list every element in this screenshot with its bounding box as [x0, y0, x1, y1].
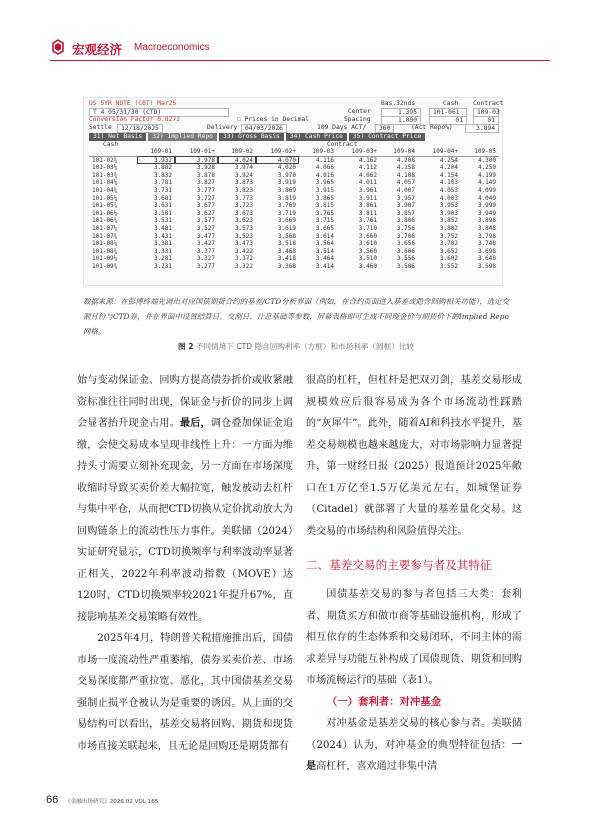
- grid-cell: 3.598: [477, 262, 496, 270]
- grid-cell: 3.953: [439, 202, 458, 210]
- grid-cell: 3.773: [234, 194, 253, 202]
- grid-cell: 3.911: [358, 194, 377, 202]
- grid-cell: 4.011: [358, 179, 377, 187]
- grid-cell: 3.698: [477, 247, 496, 255]
- cash-label: Cash: [443, 100, 459, 107]
- tab-net-basis[interactable]: 31) Net Basis: [89, 133, 146, 141]
- grid-row-label: 101-04¼: [92, 179, 118, 187]
- grid-row: [89, 202, 499, 210]
- paragraph: 始与变动保证金、回购方提高债券折价或收紧融资标准往往同时出现，保证金与折价的同步上调会显著抬升现金占用。最后，调仓叠加保证金追缴，会使交易成本呈现非线性上升：一方面为维持头寸需要立刻补充现金，另一方面在市场深度收缩时导致买卖价差大幅拉宽，触发被动去杠杆与集中平仓，从而把CTD切换从定价扰动放大为回购链条上的流动性压力事件。美联储（2024）实证研究显示，CTD切换频率与利率波动率显著正相关，2022年利率波动指数（MOVE）达120时，CTD切换频率较2021年提升67%，直接影响基差交易策略有效性。: [77, 375, 294, 623]
- grid-cell: 3.781: [153, 179, 173, 187]
- grid-cell: 3.702: [439, 240, 458, 248]
- grid-row: [89, 156, 499, 164]
- paragraph: 2025年4月，特朗普关税措施推出后，国债市场一度流动性严重萎缩，债券买卖价差、市场交易深度都严重拉宽、恶化，其中国债基差交易强制止损平仓被认为是重要的诱因。从上面的交易结构可以看出，基差交易将回购、期货和现货市场直接关联起来，且无论是回购还是期货都有: [77, 633, 293, 752]
- grid-row: [89, 210, 499, 218]
- grid-row: [89, 240, 499, 248]
- grid-cell: 3.614: [315, 232, 334, 240]
- spacing-bas-field[interactable]: 1.000: [381, 116, 421, 125]
- grid-cell: 3.523: [234, 232, 253, 240]
- grid-cell: 3.627: [196, 209, 215, 217]
- terminal-title: US 5YR NOTE (CBT) Mar25: [89, 100, 177, 107]
- grid-cell: 3.873: [234, 179, 253, 187]
- bas-label: Bas.32nds: [381, 100, 416, 107]
- grid-cell: 4.204: [439, 164, 458, 172]
- grid-cell: 4.062: [358, 171, 377, 179]
- grid-cell: 3.848: [477, 224, 496, 232]
- grid-cell: 3.231: [153, 262, 173, 270]
- delivery-label: Delivery: [207, 124, 238, 131]
- subsection-heading: （一）套利者：对冲基金: [326, 695, 442, 708]
- grid-row: [89, 225, 499, 233]
- grid-col-header: 109-01: [137, 148, 175, 156]
- spacing-contract-field[interactable]: 01: [473, 116, 499, 125]
- grid-cell: 3.631: [153, 202, 173, 210]
- grid-cell: 3.878: [196, 171, 215, 179]
- grid-cell: 3.731: [153, 186, 173, 194]
- grid-cell: 4.199: [477, 171, 496, 179]
- grid-row-label: 101-09¾: [92, 262, 118, 270]
- day-basis-select[interactable]: 360: [375, 124, 394, 133]
- section-brand-en: Macroeconomics: [134, 42, 210, 53]
- center-bas-field[interactable]: 1.395: [381, 108, 421, 117]
- grid-cell: 4.024: [218, 156, 256, 164]
- figure-caption: [83, 341, 509, 352]
- grid-cell: 3.681: [153, 194, 173, 202]
- grid-cell: 3.431: [153, 232, 173, 240]
- grid-cell: 3.606: [396, 247, 415, 255]
- grid-col-header: 109-01+: [175, 148, 218, 156]
- grid-cell: 3.460: [358, 262, 377, 270]
- figure-caption-text: 不同情境下 CTD 隐含回购利率（方框）和市场利率（圆框）比较: [195, 342, 414, 351]
- page-header: [50, 38, 550, 62]
- conversion-factor: Conversion Factor 0.8272: [89, 116, 180, 123]
- grid-cell: 4.070: [256, 156, 299, 164]
- grid-cell: 4.053: [439, 186, 458, 194]
- grid-cell: 3.723: [234, 202, 253, 210]
- grid-cell: 3.619: [277, 224, 296, 232]
- grid-cell: 3.882: [153, 164, 173, 172]
- grid-cell: 3.710: [358, 224, 377, 232]
- grid-cell: 3.832: [153, 171, 173, 179]
- grid-cell: 4.162: [358, 156, 377, 164]
- grid-cell: 3.748: [477, 240, 496, 248]
- grid-cell: 3.727: [196, 194, 215, 202]
- grid-cell: 4.099: [477, 186, 496, 194]
- grid-cell: 3.974: [234, 164, 253, 172]
- grid-cell: 3.327: [196, 255, 215, 263]
- grid-cell: 3.978: [175, 156, 218, 164]
- grid-cell: 3.949: [477, 209, 496, 217]
- grid-cell: 4.066: [315, 164, 334, 172]
- grid-row: [89, 217, 499, 225]
- grid-cell: 4.108: [396, 171, 415, 179]
- terminal-tabs: [89, 133, 497, 141]
- grid-row-label: 101-03¼: [92, 164, 118, 172]
- grid-cell: 3.531: [153, 217, 173, 225]
- grid-row: [89, 172, 499, 180]
- grid-cell: 3.377: [196, 247, 215, 255]
- grid-cell: 3.372: [234, 255, 253, 263]
- grid-cell: 3.581: [153, 209, 173, 217]
- grid-cell: 4.250: [477, 164, 496, 172]
- center-contract-field[interactable]: 109-03: [473, 108, 499, 117]
- contract-label: Contract: [473, 100, 504, 107]
- grid-cell: 3.368: [277, 262, 296, 270]
- grid-row: [89, 248, 499, 256]
- grid-cell: 3.999: [477, 202, 496, 210]
- bloomberg-terminal-figure: [83, 97, 503, 286]
- repo-value-field[interactable]: 3.894: [465, 124, 499, 133]
- tab-cash-price[interactable]: 34) Cash Price: [286, 133, 347, 141]
- grid-cell: 3.602: [439, 255, 458, 263]
- grid-cell: 3.331: [153, 247, 173, 255]
- implied-repo-grid: [89, 148, 499, 271]
- contract-select[interactable]: T 4 05/31/30 (CTD): [89, 108, 229, 117]
- grid-cell: 4.020: [277, 164, 296, 172]
- grid-row: [89, 179, 499, 187]
- grid-cell: 3.827: [196, 179, 215, 187]
- grid-cell: 3.861: [358, 202, 377, 210]
- grid-cell: 3.903: [439, 209, 458, 217]
- grid-cell: 4.016: [315, 171, 334, 179]
- grid-cell: 3.715: [315, 217, 334, 225]
- grid-cell: 3.802: [439, 224, 458, 232]
- grid-row: [89, 195, 499, 203]
- grid-cell: 3.552: [439, 262, 458, 270]
- grid-cell: 3.506: [396, 262, 415, 270]
- grid-cell: 3.481: [153, 224, 173, 232]
- settle-label: Settle: [89, 124, 112, 131]
- grid-col-header: 109-04: [380, 148, 418, 156]
- grid-col-header: 109-04+: [418, 148, 461, 156]
- grid-cell: 4.112: [358, 164, 377, 172]
- grid-cell: 3.610: [358, 240, 377, 248]
- grid-cell: 3.898: [477, 217, 496, 225]
- grid-row-label: 101-09¼: [92, 255, 118, 263]
- grid-row-label: 101-08¾: [92, 247, 118, 255]
- grid-cell: 3.811: [358, 209, 377, 217]
- grid-cell: 4.300: [477, 156, 496, 164]
- grid-row-label: 101-03¾: [92, 171, 118, 179]
- grid-cell: 3.752: [439, 232, 458, 240]
- grid-cell: 3.510: [358, 255, 377, 263]
- grid-row-label: 101-06¾: [92, 217, 118, 225]
- prices-decimal-checkbox[interactable]: ☐ Prices in Decimal: [237, 116, 310, 123]
- grid-cell: 3.527: [196, 224, 215, 232]
- grid-cell: 3.281: [153, 255, 173, 263]
- grid-cell: 3.806: [396, 217, 415, 225]
- grid-row-label: 101-02¾: [92, 156, 118, 164]
- cash-axis-label: Cash: [103, 141, 119, 148]
- grid-cell: 3.823: [234, 186, 253, 194]
- paragraph: 国债基差交易的参与者包括三大类：套利者、期货买方和做市商等基础设施机构，形成了相互依存的生态体系和交易闭环，不同主体的需求差异与功能互补构成了国债现货、期货和回购市场流畅运行的基础（表1）。: [306, 589, 522, 686]
- grid-cell: 3.673: [234, 209, 253, 217]
- grid-row-label: 101-05¼: [92, 194, 118, 202]
- grid-cell: 3.556: [396, 255, 415, 263]
- grid-cell: 3.761: [358, 217, 377, 225]
- tab-gross-basis[interactable]: 33) Gross Basis: [219, 133, 284, 141]
- grid-cell: 3.464: [315, 255, 334, 263]
- spacing-cash-field[interactable]: 01: [429, 116, 467, 125]
- grid-header-row: [89, 148, 499, 156]
- tab-implied-repo[interactable]: 32) Implied Repo: [148, 133, 217, 141]
- grid-cell: 3.669: [277, 217, 296, 225]
- figure-caption-label: 图 2: [177, 342, 194, 351]
- prices-decimal-label: Prices in Decimal: [244, 116, 310, 123]
- grid-cell: 3.652: [439, 247, 458, 255]
- grid-col-header: 109-02: [218, 148, 256, 156]
- grid-cell: 3.418: [277, 255, 296, 263]
- grid-cell: 4.003: [439, 194, 458, 202]
- grid-cell: 3.756: [396, 224, 415, 232]
- grid-cell: 3.656: [396, 240, 415, 248]
- grid-row: [89, 263, 499, 271]
- figure-source-note: 数据来源：在彭博终端先调出对应国债期货合约的基差/CTD分析界面（例如，在合约页面进入基差或隐含回购相关功能），选定交割月份与CTD券，并在界面中设置结算日、交割日、计息基础等参数，屏幕表格即可生成不同现金价与期货价下的Implied Repo网格。: [83, 297, 509, 336]
- grid-cell: 4.049: [477, 194, 496, 202]
- grid-cell: 3.473: [234, 240, 253, 248]
- grid-cell: 3.427: [196, 240, 215, 248]
- grid-cell: 3.560: [358, 247, 377, 255]
- grid-cell: 3.568: [277, 232, 296, 240]
- grid-cell: 3.815: [315, 202, 334, 210]
- grid-cell: 3.660: [358, 232, 377, 240]
- journal-name: 《金融市场研究》2026.02 VOL.165: [65, 799, 159, 805]
- grid-cell: 3.769: [277, 202, 296, 210]
- grid-row: [89, 164, 499, 172]
- grid-row-label: 101-07¾: [92, 232, 118, 240]
- grid-cell: 4.158: [396, 164, 415, 172]
- header-divider: [50, 60, 550, 61]
- grid-row-label: 101-04¾: [92, 186, 118, 194]
- grid-cell: 3.719: [277, 209, 296, 217]
- grid-cell: 3.915: [315, 186, 334, 194]
- grid-cell: 3.928: [196, 164, 215, 172]
- grid-cell: 3.477: [196, 232, 215, 240]
- grid-cell: 3.819: [277, 194, 296, 202]
- left-column: [77, 370, 293, 757]
- grid-cell: 3.777: [196, 186, 215, 194]
- grid-col-header: 109-05: [461, 148, 499, 156]
- grid-cell: 3.414: [315, 262, 334, 270]
- grid-row-label: 101-07¼: [92, 224, 118, 232]
- grid-cell: 3.468: [277, 247, 296, 255]
- grid-cell: 3.924: [234, 171, 253, 179]
- grid-cell: 3.648: [477, 255, 496, 263]
- grid-cell: 3.564: [315, 240, 334, 248]
- contract-axis-label: Contract: [327, 141, 358, 148]
- page-number: 66: [46, 794, 59, 806]
- grid-cell: 3.857: [396, 209, 415, 217]
- center-cash-field[interactable]: 101-061: [429, 108, 467, 117]
- grid-cell: 3.852: [439, 217, 458, 225]
- grid-col-header: 109-02+: [256, 148, 299, 156]
- grid-cell: 3.765: [315, 209, 334, 217]
- grid-row-label: 101-05¾: [92, 202, 118, 210]
- grid-cell: 3.381: [153, 240, 173, 248]
- grid-corner: [89, 148, 137, 156]
- grid-row: [89, 255, 499, 263]
- grid-cell: 3.322: [234, 262, 253, 270]
- grid-cell: 4.208: [396, 156, 415, 164]
- days-label: 109 Days ACT/: [317, 124, 367, 131]
- grid-cell: 3.277: [196, 262, 215, 270]
- grid-cell: 3.957: [396, 194, 415, 202]
- spacing-label: Spacing: [344, 116, 371, 123]
- grid-cell: 4.149: [477, 179, 496, 187]
- grid-cell: 4.007: [396, 186, 415, 194]
- grid-col-header: 109-03+: [337, 148, 380, 156]
- tab-contract-price[interactable]: 35) Contract Price: [349, 133, 425, 141]
- grid-cell: 4.116: [315, 156, 334, 164]
- grid-cell: 3.932: [137, 156, 175, 164]
- grid-cell: 3.919: [277, 179, 296, 187]
- section-brand-cn: 宏观经济: [72, 42, 123, 57]
- grid-cell: 3.965: [315, 179, 334, 187]
- grid-cell: 3.706: [396, 232, 415, 240]
- grid-row: [89, 233, 499, 241]
- settle-date-field[interactable]: 12/18/2025: [117, 124, 163, 133]
- section-heading: 二、基差交易的主要参与者及其特征: [306, 558, 492, 572]
- grid-row-label: 101-06¼: [92, 209, 118, 217]
- grid-cell: 3.623: [234, 217, 253, 225]
- grid-cell: 4.154: [439, 171, 458, 179]
- grid-col-header: 109-03: [299, 148, 337, 156]
- grid-cell: 4.103: [439, 179, 458, 187]
- grid-row: [89, 187, 499, 195]
- grid-cell: 3.422: [234, 247, 253, 255]
- grid-cell: 3.573: [234, 224, 253, 232]
- grid-cell: 3.798: [477, 232, 496, 240]
- center-label: Center: [348, 108, 371, 115]
- delivery-date-field[interactable]: 04/03/2026: [241, 124, 287, 133]
- grid-cell: 4.254: [439, 156, 458, 164]
- grid-cell: 3.869: [277, 186, 296, 194]
- paragraph: 很高的杠杆，但杠杆是把双刃剑，基差交易形成规模效应后很容易成为各个市场流动性踩踏的“灰犀牛”。此外，随着AI和科技水平提升，基差交易规模也越来越庞大，对市场影响力显著提升，第一财经日报（2025）报道预计2025年敞口在1万亿至1.5万亿美元左右，如城堡证券（Citadel）就部署了大量的基差量化交易。这类交易的市场结构和风险值得关注。: [306, 375, 522, 537]
- grid-cell: 3.665: [315, 224, 334, 232]
- grid-cell: 3.577: [196, 217, 215, 225]
- paragraph: 对冲基金是基差交易的核心参与者。美联储（2024）认为，对冲基金的典型特征包括：一是高杠杆，喜欢通过非集中清: [306, 718, 522, 772]
- grid-cell: 3.961: [358, 186, 377, 194]
- brand-logo-icon: [50, 39, 66, 55]
- right-column: [306, 370, 522, 778]
- grid-cell: 3.970: [277, 171, 296, 179]
- grid-cell: 3.518: [277, 240, 296, 248]
- grid-cell: 3.865: [315, 194, 334, 202]
- repo-label: (Act Repo%): [411, 124, 453, 131]
- grid-cell: 3.907: [396, 202, 415, 210]
- grid-cell: 3.677: [196, 202, 215, 210]
- grid-cell: 3.514: [315, 247, 334, 255]
- grid-row-label: 101-08¼: [92, 240, 118, 248]
- grid-cell: 4.057: [396, 179, 415, 187]
